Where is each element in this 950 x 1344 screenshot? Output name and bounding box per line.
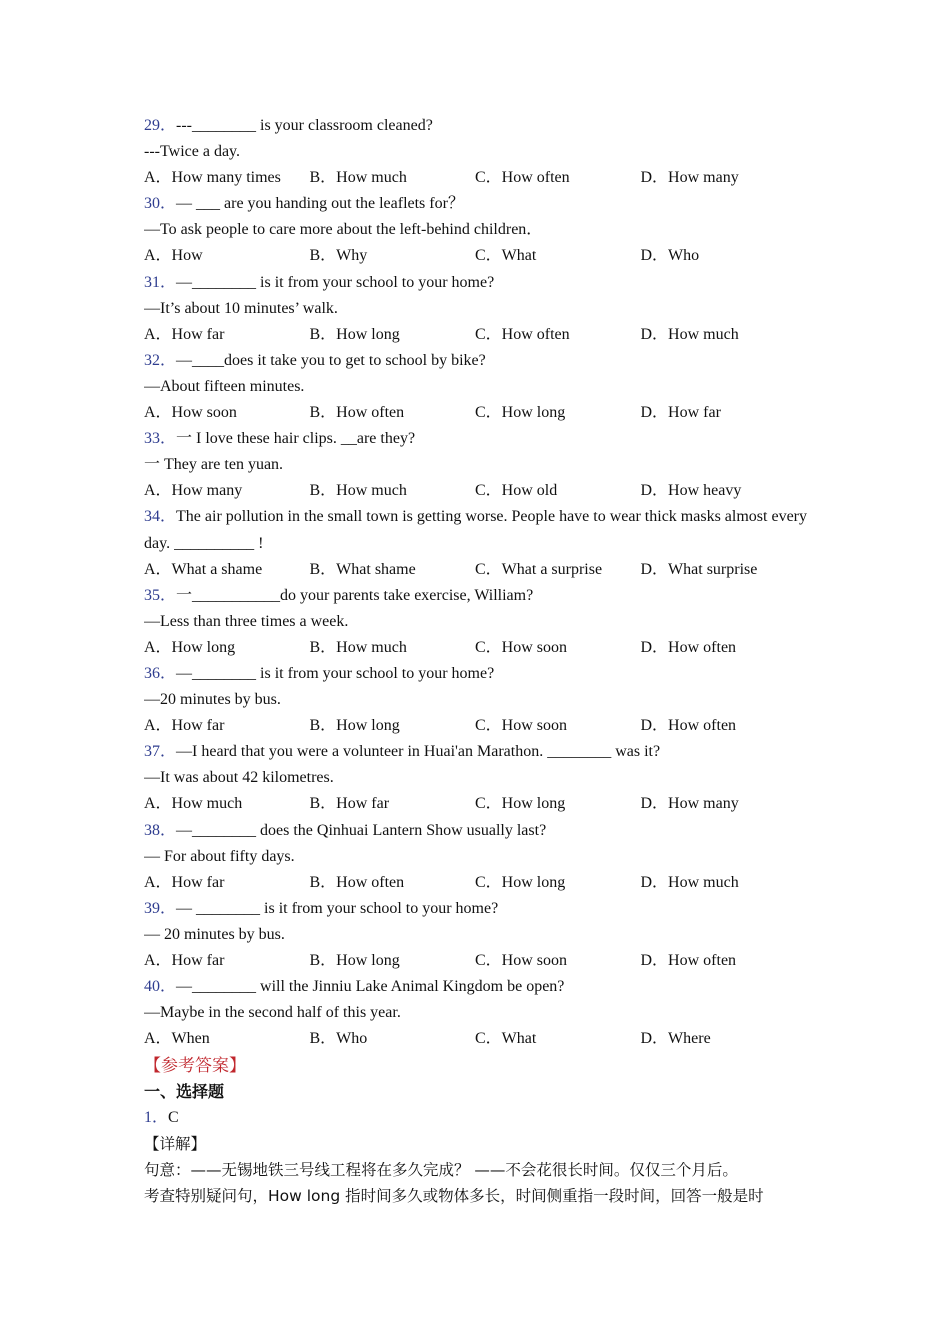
question-stem bbox=[144, 348, 810, 374]
question-stem bbox=[144, 191, 810, 217]
explanation-line: 考查特别疑问句，How long 指时间多久或物体多长，时间侧重指一段时间，回答一般是时 bbox=[144, 1187, 764, 1206]
answer-option: C．What bbox=[475, 1030, 537, 1048]
question-block bbox=[144, 113, 810, 191]
question-number: 32． bbox=[144, 351, 177, 369]
answer-item bbox=[144, 1105, 810, 1131]
answer-option: B．How much bbox=[309, 169, 407, 187]
detail-label: 【详解】 bbox=[144, 1135, 207, 1154]
answer-option: A．How soon bbox=[144, 404, 237, 422]
answer-options bbox=[144, 948, 810, 974]
answer-option: B．What shame bbox=[309, 560, 416, 578]
answer-option: C．How often bbox=[475, 325, 570, 343]
question-reply: ---Twice a day. bbox=[144, 143, 241, 161]
answer-option: D．How much bbox=[640, 873, 739, 891]
answer-option: D．Who bbox=[640, 247, 700, 265]
question-text: —________ will the Jinniu Lake Animal Kingdom be open? bbox=[176, 978, 565, 996]
answer-option: D．What surprise bbox=[640, 560, 758, 578]
question-stem bbox=[144, 113, 810, 139]
question-number: 40． bbox=[144, 978, 177, 996]
answer-option: A．What a shame bbox=[144, 560, 263, 578]
answer-key-title: 【参考答案】 bbox=[144, 1056, 246, 1076]
question-block bbox=[144, 504, 810, 582]
question-stem bbox=[144, 739, 810, 765]
answer-option: A．How far bbox=[144, 717, 225, 735]
answer-option: B．How far bbox=[309, 795, 390, 813]
answer-option: B．How often bbox=[309, 873, 405, 891]
question-reply: —20 minutes by bus. bbox=[144, 691, 281, 709]
answer-option: D．How far bbox=[640, 404, 721, 422]
answer-option: B．How long bbox=[309, 717, 400, 735]
answer-option: D．How heavy bbox=[640, 482, 742, 500]
question-stem bbox=[144, 818, 810, 844]
question-stem bbox=[144, 661, 810, 687]
question-number: 30． bbox=[144, 195, 177, 213]
answer-options bbox=[144, 791, 810, 817]
question-number: 31． bbox=[144, 273, 177, 291]
answer-option: B．How long bbox=[309, 952, 400, 969]
answer-option: A．How many times bbox=[144, 169, 281, 187]
answer-option: C．How soon bbox=[475, 952, 568, 969]
question-text: ---________ is your classroom cleaned? bbox=[176, 117, 433, 134]
question-block bbox=[144, 270, 810, 348]
answer-option: B．How much bbox=[309, 482, 407, 500]
question-number: 39． bbox=[144, 899, 177, 917]
answer-options bbox=[144, 635, 810, 661]
question-stem bbox=[144, 583, 810, 609]
answer-option: A．How many bbox=[144, 482, 243, 500]
question-list bbox=[144, 113, 810, 1209]
answer-option: A．How long bbox=[144, 638, 236, 656]
answer-option: A．How much bbox=[144, 795, 243, 813]
question-number: 36． bbox=[144, 664, 177, 682]
question-number: 33． bbox=[144, 430, 177, 448]
question-text: —________ does the Qinhuai Lantern Show usually last? bbox=[176, 821, 547, 839]
question-text: — ________ is it from your school to your home? bbox=[176, 899, 499, 917]
answer-option: C．How long bbox=[475, 873, 566, 891]
answer-key bbox=[144, 1052, 810, 1209]
answer-option: C．How old bbox=[475, 482, 558, 500]
answer-value: C bbox=[168, 1109, 179, 1127]
question-reply: —Less than three times a week. bbox=[144, 612, 349, 630]
answer-option: A．How far bbox=[144, 325, 225, 343]
answer-options bbox=[144, 400, 810, 426]
question-text: —________ is it from your school to your home? bbox=[176, 273, 495, 291]
answer-option: C．How long bbox=[475, 404, 566, 422]
answer-option: D．How many bbox=[640, 795, 739, 813]
answer-option: B．How long bbox=[309, 325, 400, 343]
question-reply: — 20 minutes by bus. bbox=[144, 925, 285, 943]
question-block bbox=[144, 818, 810, 896]
answer-option: B．How much bbox=[309, 638, 407, 656]
answer-option: C．How long bbox=[475, 795, 566, 813]
answer-option: C．How often bbox=[475, 169, 570, 187]
question-block bbox=[144, 661, 810, 739]
question-block bbox=[144, 426, 810, 504]
answer-options bbox=[144, 713, 810, 739]
question-stem bbox=[144, 974, 810, 1000]
question-stem bbox=[144, 270, 810, 296]
answer-option: C．How soon bbox=[475, 717, 568, 735]
question-reply: —It was about 42 kilometres. bbox=[144, 769, 334, 787]
answer-option: A．When bbox=[144, 1030, 210, 1048]
answer-option: D．Where bbox=[640, 1030, 711, 1048]
answer-option: A．How far bbox=[144, 952, 225, 969]
question-text: —________ is it from your school to your home? bbox=[176, 664, 495, 682]
answer-options bbox=[144, 165, 810, 191]
question-reply: —It’s about 10 minutes’ walk. bbox=[144, 299, 338, 317]
answer-option: B．Why bbox=[309, 247, 368, 265]
question-number: 34． bbox=[144, 508, 177, 526]
answer-option: B．How often bbox=[309, 404, 405, 422]
answer-option: A．How bbox=[144, 247, 203, 265]
answer-option: C．How soon bbox=[475, 638, 568, 656]
question-text: —I heard that you were a volunteer in Huai'an Marathon. ________ was it? bbox=[176, 743, 661, 761]
answer-options bbox=[144, 243, 810, 269]
answer-option: C．What bbox=[475, 247, 537, 265]
question-reply: —About fifteen minutes. bbox=[144, 377, 305, 395]
question-reply: —To ask people to care more about the left-behind children． bbox=[144, 221, 543, 239]
question-number: 29． bbox=[144, 117, 177, 134]
question-text: —____does it take you to get to school by bike? bbox=[176, 351, 486, 369]
answer-options bbox=[144, 870, 810, 896]
answer-number: 1． bbox=[144, 1109, 169, 1127]
answer-options bbox=[144, 322, 810, 348]
answer-option: C．What a surprise bbox=[475, 560, 603, 578]
answer-option: D．How often bbox=[640, 952, 737, 969]
explanation-line: 句意：——无锡地铁三号线工程将在多久完成？ ——不会花很长时间。仅仅三个月后。 bbox=[144, 1161, 738, 1180]
answer-option: D．How often bbox=[640, 717, 737, 735]
question-block bbox=[144, 583, 810, 661]
answer-options bbox=[144, 478, 810, 504]
question-block bbox=[144, 974, 810, 1052]
answer-option: D．How many bbox=[640, 169, 739, 187]
question-text: 一___________do your parents take exercise, William? bbox=[176, 586, 534, 604]
question-number: 38． bbox=[144, 821, 177, 839]
question-reply: —Maybe in the second half of this year. bbox=[144, 1004, 401, 1022]
question-number: 35． bbox=[144, 586, 177, 604]
question-block bbox=[144, 191, 810, 269]
answer-option: D．How often bbox=[640, 638, 737, 656]
question-text: 一 I love these hair clips. __are they? bbox=[176, 430, 416, 448]
question-stem bbox=[144, 504, 810, 556]
question-block bbox=[144, 348, 810, 426]
question-reply: 一 They are ten yuan. bbox=[144, 456, 284, 474]
question-number: 37． bbox=[144, 743, 177, 761]
question-stem bbox=[144, 896, 810, 922]
question-text: — ___ are you handing out the leaflets for？ bbox=[176, 195, 464, 213]
answer-option: A．How far bbox=[144, 873, 225, 891]
question-text: The air pollution in the small town is getting worse. People have to wear thick masks almost every day. __________ ! bbox=[144, 508, 807, 552]
question-block bbox=[144, 896, 810, 974]
answer-options bbox=[144, 1026, 810, 1052]
answer-option: B．Who bbox=[309, 1030, 368, 1048]
section-heading: 一、选择题 bbox=[144, 1082, 225, 1102]
answer-option: D．How much bbox=[640, 325, 739, 343]
question-block bbox=[144, 739, 810, 817]
question-reply: — For about fifty days. bbox=[144, 847, 295, 865]
question-stem bbox=[144, 426, 810, 452]
answer-options bbox=[144, 557, 810, 583]
